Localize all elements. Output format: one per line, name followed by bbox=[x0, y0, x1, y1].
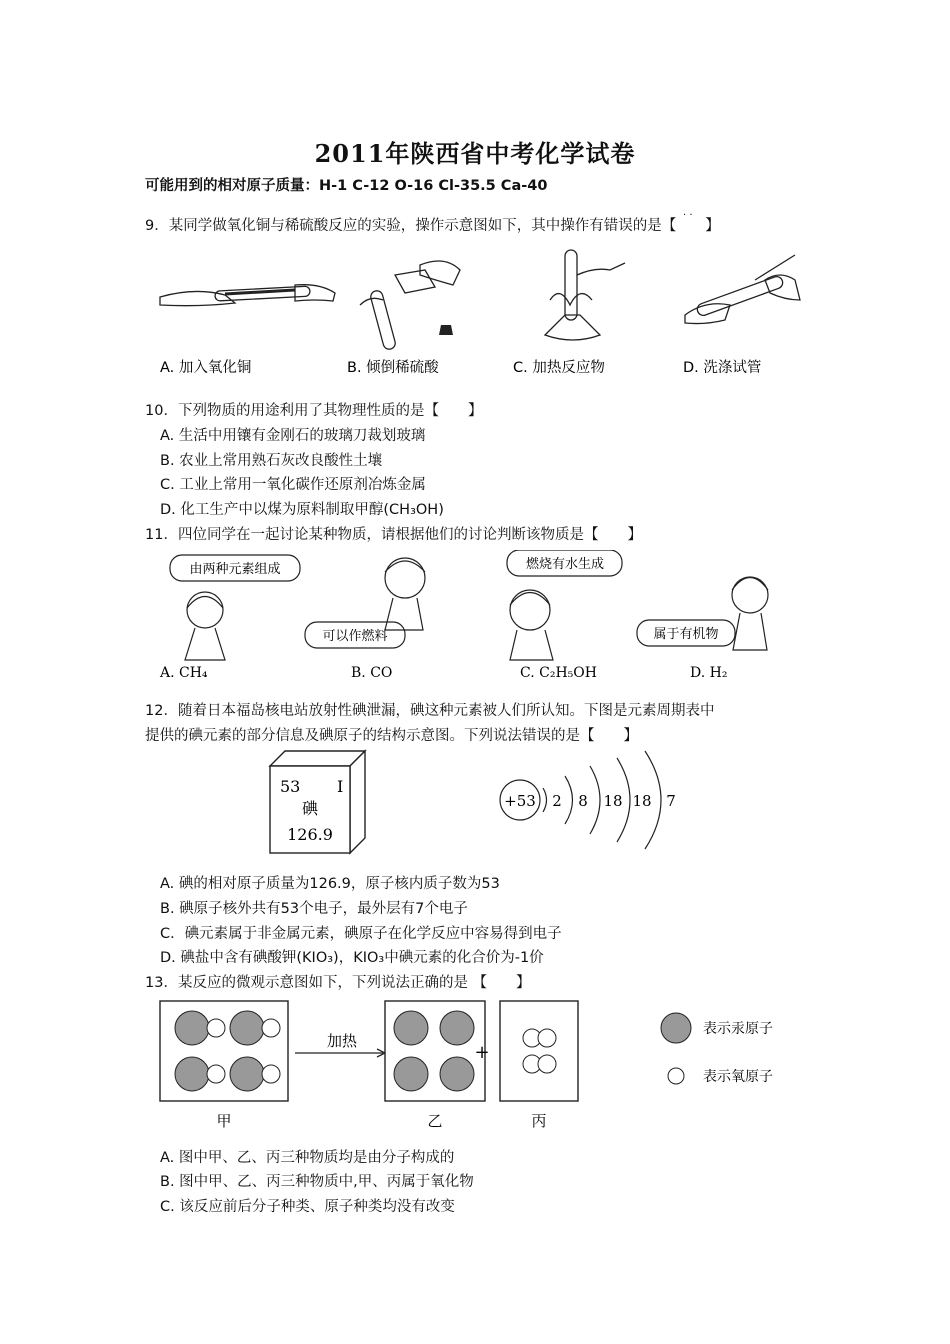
atomic-mass-note: 可能用到的相对原子质量：H-1 C-12 O-16 Cl-35.5 Ca-40 bbox=[145, 178, 548, 194]
q10-stem: 10．下列物质的用途利用了其物理性质的是【 】 bbox=[145, 403, 483, 419]
box-yi bbox=[385, 1001, 485, 1101]
wash-tube-illustration bbox=[685, 255, 800, 324]
q13-stem: 13．某反应的微观示意图如下，下列说法正确的是 【 】 bbox=[145, 975, 531, 991]
q9-stem: 9．某同学做氧化铜与稀硫酸反应的实验，操作示意图如下，其中操作有错误的是【 】 bbox=[145, 218, 720, 234]
box-jia bbox=[160, 1001, 288, 1101]
label-b: B. 倾倒稀硫酸 bbox=[347, 360, 439, 376]
element-name: 碘 bbox=[301, 799, 319, 818]
box-bing bbox=[500, 1001, 578, 1101]
label-d: D. H₂ bbox=[690, 665, 728, 681]
emphasis-dots: · · bbox=[683, 210, 693, 221]
label-a: A. 加入氧化铜 bbox=[160, 360, 252, 376]
label-a: A. CH₄ bbox=[160, 665, 208, 681]
bubble-1: 由两种元素组成 bbox=[189, 562, 281, 577]
box-label-bing: 丙 bbox=[531, 1112, 547, 1130]
q13-option-b: B. 图中甲、乙、丙三种物质中,甲、丙属于氧化物 bbox=[160, 1174, 474, 1190]
q12-option-a: A. 碘的相对原子质量为126.9，原子核内质子数为53 bbox=[160, 876, 500, 892]
nucleus-charge: +53 bbox=[504, 792, 536, 810]
shell-2: 8 bbox=[578, 792, 588, 810]
heat-reactant-illustration bbox=[545, 250, 625, 340]
q10-option-d: D. 化工生产中以煤为原料制取甲醇(CH₃OH) bbox=[160, 502, 444, 518]
add-copper-oxide-illustration bbox=[160, 285, 335, 306]
q11-figure bbox=[155, 550, 775, 685]
box-label-jia: 甲 bbox=[216, 1112, 232, 1130]
q12-stem-line1: 12．随着日本福岛核电站放射性碘泄漏，碘这种元素被人们所认知。下图是元素周期表中 bbox=[145, 703, 715, 719]
atomic-mass: 126.9 bbox=[287, 825, 333, 844]
plus-sign: + bbox=[474, 1042, 490, 1063]
bubble-3: 燃烧有水生成 bbox=[525, 557, 605, 572]
q11-stem: 11．四位同学在一起讨论某种物质，请根据他们的讨论判断该物质是【 】 bbox=[145, 527, 642, 543]
q9-figure bbox=[155, 245, 805, 380]
bubble-2: 可以作燃料 bbox=[322, 629, 388, 644]
q13-figure bbox=[155, 998, 795, 1138]
legend-mercury: 表示汞原子 bbox=[703, 1021, 773, 1037]
shell-5: 7 bbox=[666, 792, 676, 810]
label-b: B. CO bbox=[351, 665, 393, 681]
legend bbox=[661, 1013, 773, 1085]
shell-3: 18 bbox=[603, 792, 623, 810]
q10-option-b: B. 农业上常用熟石灰改良酸性土壤 bbox=[160, 453, 383, 469]
q12-figure bbox=[265, 748, 725, 858]
label-c: C. 加热反应物 bbox=[513, 360, 605, 376]
arrow-label: 加热 bbox=[326, 1032, 358, 1050]
shell-1: 2 bbox=[552, 792, 562, 810]
bubble-4: 属于有机物 bbox=[653, 627, 719, 642]
q10-option-c: C. 工业上常用一氧化碳作还原剂冶炼金属 bbox=[160, 477, 426, 493]
page-title: 2011年陕西省中考化学试卷 bbox=[314, 139, 636, 168]
label-c: C. C₂H₅OH bbox=[520, 665, 597, 681]
shell-4: 18 bbox=[632, 792, 652, 810]
box-label-yi: 乙 bbox=[427, 1112, 443, 1130]
element-symbol: I bbox=[337, 777, 344, 796]
iodine-element-cell bbox=[270, 751, 365, 853]
q13-option-a: A. 图中甲、乙、丙三种物质均是由分子构成的 bbox=[160, 1150, 455, 1166]
q12-option-d: D. 碘盐中含有碘酸钾(KIO₃)，KIO₃中碘元素的化合价为-1价 bbox=[160, 950, 544, 966]
q12-option-c: C．碘元素属于非金属元素，碘原子在化学反应中容易得到电子 bbox=[160, 926, 562, 942]
q10-option-a: A. 生活中用镶有金刚石的玻璃刀裁划玻璃 bbox=[160, 428, 426, 444]
q12-stem-line2: 提供的碘元素的部分信息及碘原子的结构示意图。下列说法错误的是【 】 bbox=[145, 728, 638, 744]
q13-option-c: C. 该反应前后分子种类、原子种类均没有改变 bbox=[160, 1199, 455, 1215]
legend-oxygen: 表示氧原子 bbox=[703, 1069, 773, 1085]
pour-acid-illustration bbox=[360, 261, 460, 351]
label-d: D. 洗涤试管 bbox=[683, 360, 762, 376]
q12-option-b: B. 碘原子核外共有53个电子，最外层有7个电子 bbox=[160, 901, 468, 917]
atomic-number: 53 bbox=[280, 777, 301, 796]
